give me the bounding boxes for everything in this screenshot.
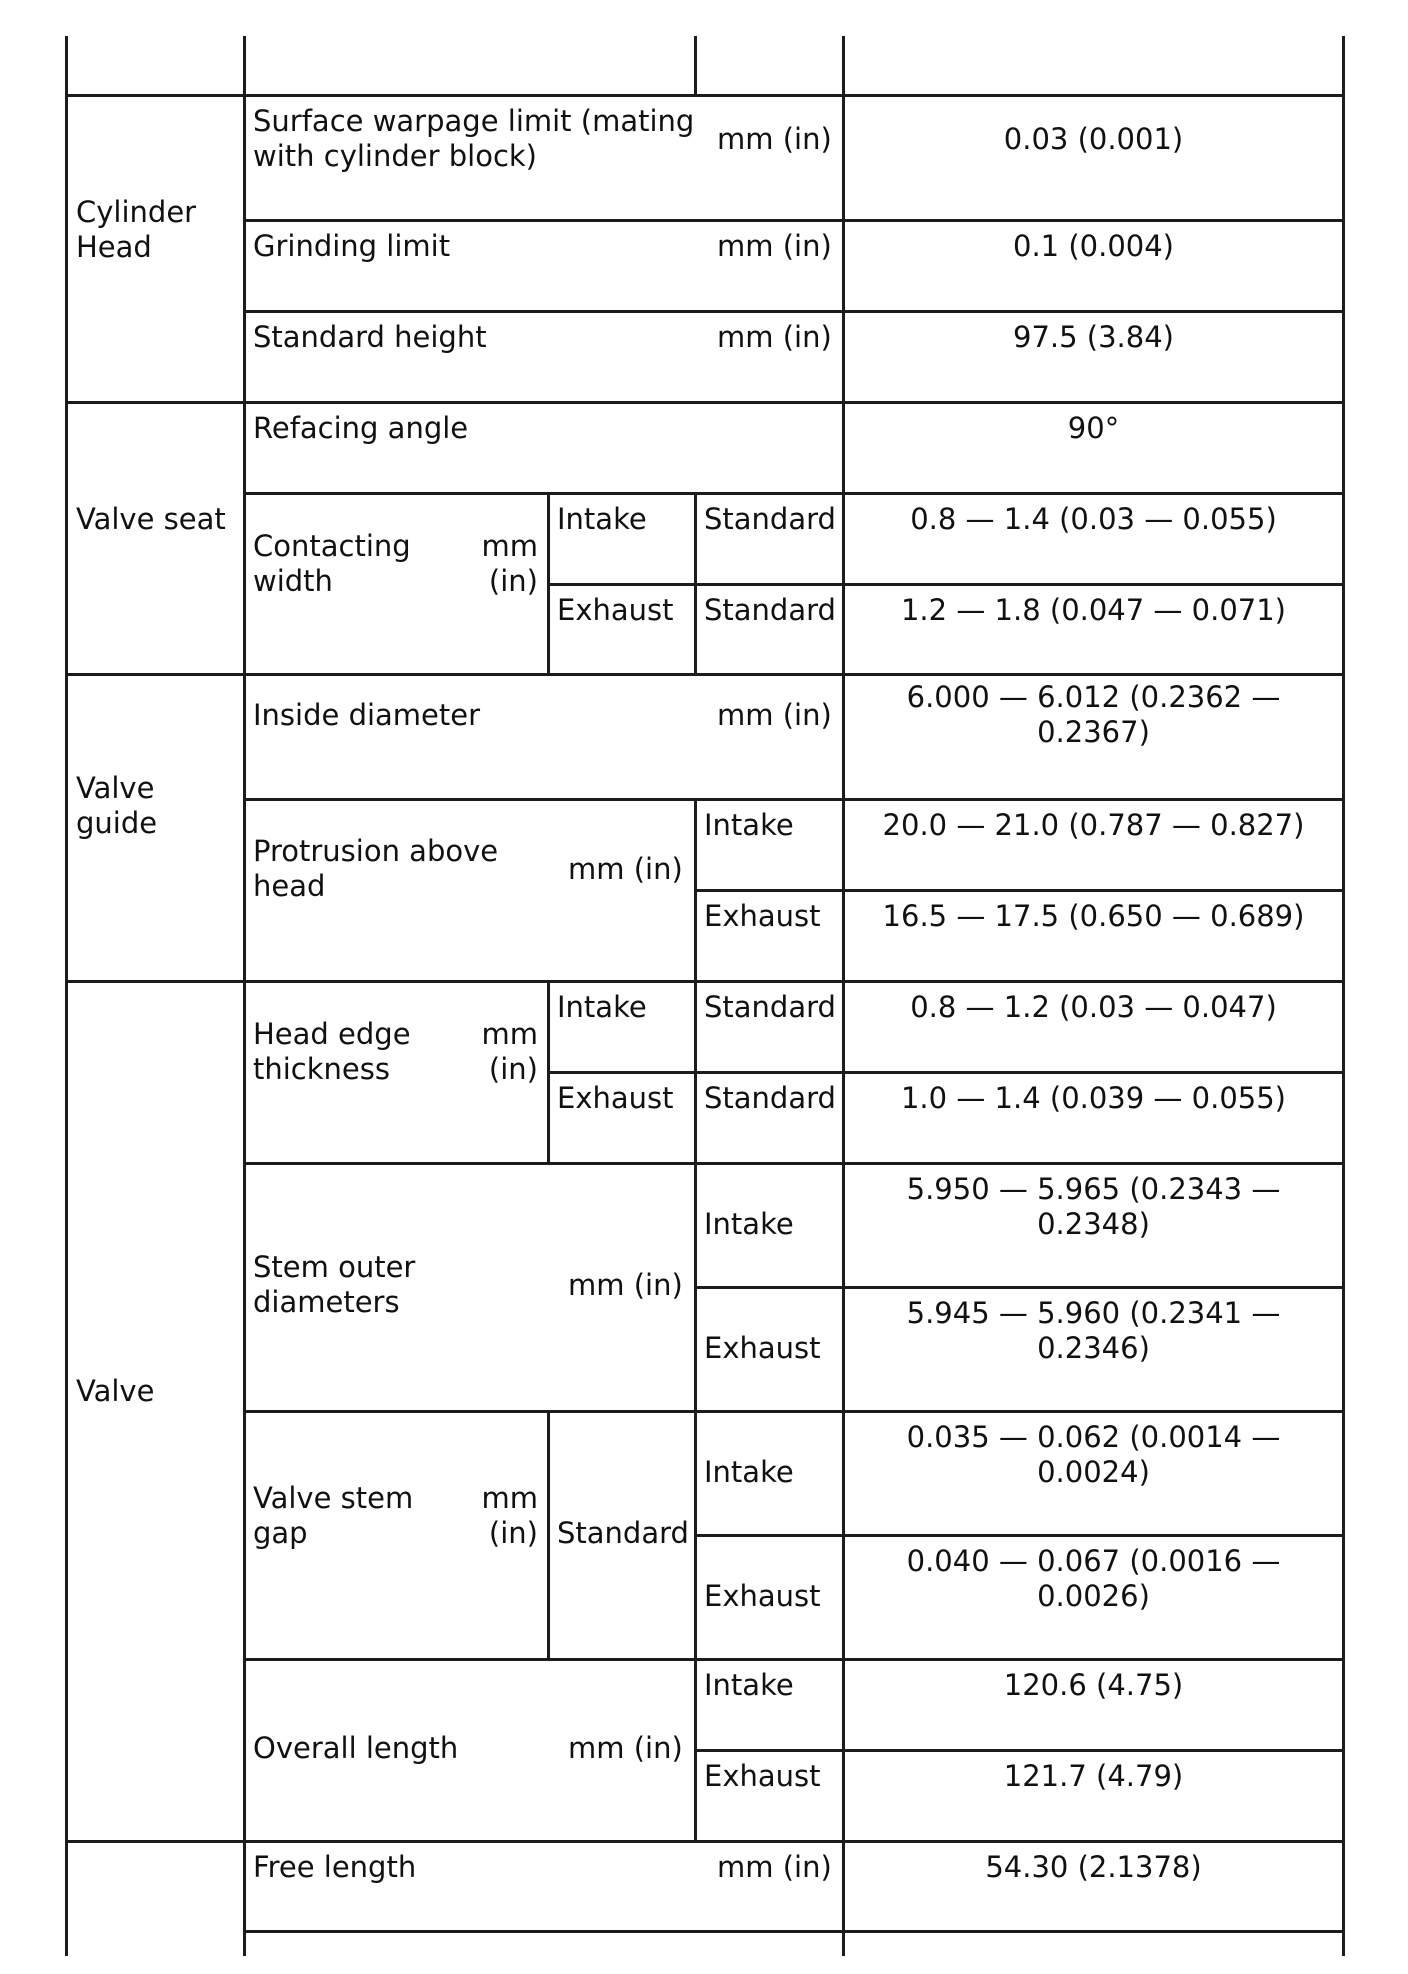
seat-intake-value: 0.8 — 1.4 (0.03 — 0.055)	[910, 502, 1277, 536]
stem-gap-unit: mm (in)	[481, 1481, 538, 1550]
grinding-label: Grinding limit	[253, 229, 451, 263]
rule-head-edge-intake-bottom	[547, 1071, 1345, 1074]
head-edge-intake-value: 0.8 — 1.2 (0.03 — 0.047)	[910, 990, 1277, 1024]
grinding-unit: mm (in)	[717, 229, 832, 263]
protrusion-intake-side: Intake	[704, 808, 794, 842]
rule-stem-gap-intake-bottom	[694, 1534, 1345, 1537]
stem-gap-label: Valve stem gap	[253, 1481, 414, 1550]
rule-stem-od-intake-bottom	[694, 1286, 1345, 1289]
rule-inside-diameter-bottom	[243, 798, 1345, 801]
category-valve-guide: Valve guide	[76, 771, 158, 840]
inside-diameter-value: 6.000 — 6.012 (0.2362 — 0.2367)	[906, 680, 1281, 749]
head-edge-label: Head edge thickness	[253, 1017, 411, 1086]
rule-seat-side-column	[547, 492, 550, 673]
head-edge-exhaust-grade: Standard	[704, 1081, 836, 1115]
warpage-value: 0.03 (0.001)	[1003, 122, 1184, 156]
free-length-unit: mm (in)	[717, 1850, 832, 1884]
stem-gap-intake-side: Intake	[704, 1455, 794, 1489]
rule-category-column	[243, 36, 246, 1956]
rule-seat-grade-column	[694, 492, 697, 673]
stem-od-unit: mm (in)	[568, 1268, 683, 1302]
rule-top-valve	[65, 980, 1345, 983]
stem-od-exhaust-side: Exhaust	[704, 1331, 821, 1365]
contacting-width-label: Contacting width	[253, 529, 411, 598]
rule-stem-gap-grade-column	[547, 1410, 550, 1658]
stem-od-intake-side: Intake	[704, 1207, 794, 1241]
rule-stem-gap-bottom	[243, 1658, 1345, 1661]
stem-od-intake-value: 5.950 — 5.965 (0.2343 — 0.2348)	[906, 1172, 1281, 1241]
protrusion-unit: mm (in)	[568, 852, 683, 886]
rule-protrusion-side-column	[694, 798, 697, 980]
rule-overall-intake-bottom	[694, 1749, 1345, 1752]
category-valve: Valve	[76, 1374, 155, 1408]
seat-exhaust-side: Exhaust	[557, 593, 674, 627]
head-edge-intake-grade: Standard	[704, 990, 836, 1024]
refacing-angle-label: Refacing angle	[253, 411, 469, 445]
overall-exhaust-side: Exhaust	[704, 1759, 821, 1793]
stem-gap-grade: Standard	[557, 1516, 689, 1550]
warpage-label: Surface warpage limit (mating with cylinder block)	[253, 104, 695, 173]
seat-exhaust-grade: Standard	[704, 593, 836, 627]
contacting-width-unit: mm (in)	[481, 529, 538, 598]
rule-seat-intake-bottom	[547, 583, 1345, 586]
stem-od-exhaust-value: 5.945 — 5.960 (0.2341 — 0.2346)	[906, 1296, 1281, 1365]
rule-top-cylinder-head	[65, 94, 1345, 97]
grinding-value: 0.1 (0.004)	[1013, 229, 1174, 263]
head-edge-unit: mm (in)	[481, 1017, 538, 1086]
standard-height-label: Standard height	[253, 320, 487, 354]
rule-warpage-bottom	[243, 219, 1345, 222]
rule-grinding-bottom	[243, 310, 1345, 313]
seat-exhaust-value: 1.2 — 1.8 (0.047 — 0.071)	[900, 593, 1286, 627]
rule-head-edge-grade-column	[694, 980, 697, 1162]
standard-height-value: 97.5 (3.84)	[1013, 320, 1174, 354]
seat-intake-side: Intake	[557, 502, 647, 536]
rule-top-partial-column	[694, 36, 697, 94]
overall-exhaust-value: 121.7 (4.79)	[1003, 1759, 1184, 1793]
rule-protrusion-intake-bottom	[694, 889, 1345, 892]
rule-top-valve-spring	[65, 1840, 1345, 1843]
category-cylinder-head: Cylinder Head	[76, 195, 197, 264]
overall-length-label: Overall length	[253, 1731, 459, 1765]
overall-intake-side: Intake	[704, 1668, 794, 1702]
category-valve-seat: Valve seat	[76, 502, 226, 536]
rule-left-border	[65, 36, 68, 1956]
rule-lower-valve-side-column	[694, 1162, 697, 1840]
protrusion-exhaust-side: Exhaust	[704, 899, 821, 933]
inside-diameter-unit: mm (in)	[717, 698, 832, 732]
rule-right-border	[1342, 36, 1345, 1956]
rule-head-edge-bottom	[243, 1162, 1345, 1165]
stem-gap-exhaust-side: Exhaust	[704, 1579, 821, 1613]
rule-head-edge-side-column	[547, 980, 550, 1162]
warpage-unit: mm (in)	[717, 122, 832, 156]
protrusion-exhaust-value: 16.5 — 17.5 (0.650 — 0.689)	[882, 899, 1305, 933]
stem-gap-intake-value: 0.035 — 0.062 (0.0014 — 0.0024)	[906, 1420, 1281, 1489]
stem-gap-exhaust-value: 0.040 — 0.067 (0.0016 — 0.0026)	[906, 1544, 1281, 1613]
free-length-label: Free length	[253, 1850, 417, 1884]
rule-top-valve-guide	[65, 673, 1345, 676]
stem-od-label: Stem outer diameters	[253, 1250, 416, 1319]
overall-length-unit: mm (in)	[568, 1731, 683, 1765]
head-edge-intake-side: Intake	[557, 990, 647, 1024]
seat-intake-grade: Standard	[704, 502, 836, 536]
protrusion-intake-value: 20.0 — 21.0 (0.787 — 0.827)	[882, 808, 1305, 842]
inside-diameter-label: Inside diameter	[253, 698, 481, 732]
protrusion-label: Protrusion above head	[253, 834, 499, 903]
head-edge-exhaust-value: 1.0 — 1.4 (0.039 — 0.055)	[900, 1081, 1286, 1115]
free-length-value: 54.30 (2.1378)	[985, 1850, 1202, 1884]
rule-refacing-bottom	[243, 492, 1345, 495]
refacing-angle-value: 90°	[1067, 411, 1120, 445]
rule-stem-od-bottom	[243, 1410, 1345, 1413]
rule-free-length-bottom	[243, 1930, 1345, 1933]
standard-height-unit: mm (in)	[717, 320, 832, 354]
overall-intake-value: 120.6 (4.75)	[1003, 1668, 1184, 1702]
head-edge-exhaust-side: Exhaust	[557, 1081, 674, 1115]
rule-top-valve-seat	[65, 401, 1345, 404]
